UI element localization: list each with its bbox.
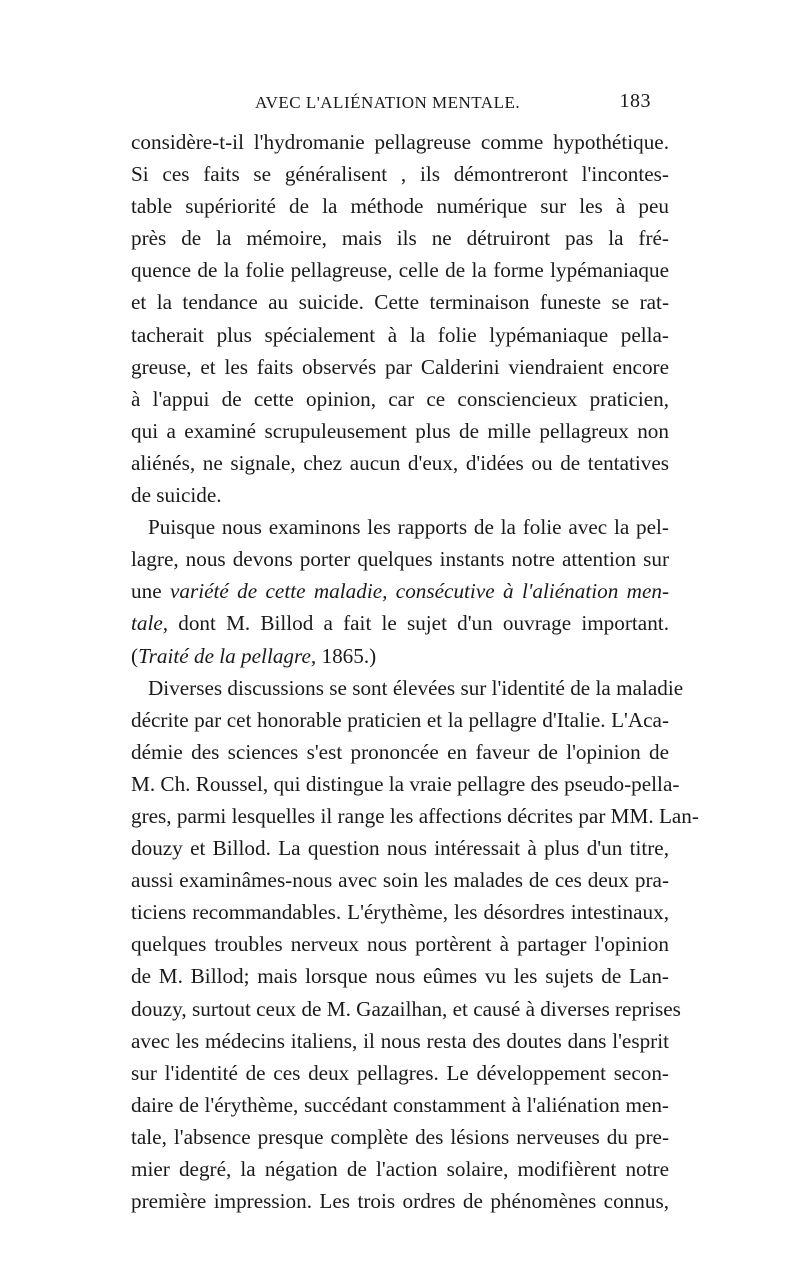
text-line: sur l'identité de ces deux pellagres. Le développement secon- [131, 1060, 669, 1085]
text-line: démie des sciences s'est prononcée en faveur de l'opinion de [131, 739, 669, 764]
text-line: quence de la folie pellagreuse, celle de la forme lypémaniaque [131, 258, 669, 283]
running-head [255, 90, 651, 117]
text-line: considère-t-il l'hydromanie pellagreuse comme hypothétique. [131, 130, 669, 154]
text-line: table supériorité de la méthode numérique sur les à peu [131, 194, 669, 219]
text-line: tale, l'absence presque complète des lésions nerveuses du pre- [131, 1124, 669, 1149]
text-line: douzy, surtout ceux de M. Gazailhan, et causé à diverses reprises [131, 996, 681, 1021]
page-number: 183 [619, 90, 651, 112]
running-title: AVEC L'ALIÉNATION MENTALE. [255, 93, 521, 112]
paragraph-2 [131, 511, 669, 671]
text-line: et la tendance au suicide. Cette terminaison funeste se rat- [131, 290, 669, 315]
page-text [131, 126, 699, 1217]
text-line: près de la mémoire, mais ils ne détruiront pas la fré- [131, 226, 669, 251]
paragraph-1 [131, 126, 669, 511]
text-line: M. Ch. Roussel, qui distingue la vraie pellagre des pseudo-pella- [131, 771, 680, 796]
text-line: Si ces faits se généralisent , ils démontreront l'incontes- [131, 162, 669, 187]
paragraph-3 [131, 672, 699, 1218]
text-line: aussi examinâmes-nous avec soin les malades de ces deux pra- [131, 868, 669, 893]
text-line [131, 640, 669, 672]
text-line: daire de l'érythème, succédant constamment à l'aliénation men- [131, 1092, 669, 1117]
text-line: qui a examiné scrupuleusement plus de mille pellagreux non [131, 418, 669, 443]
text-line: première impression. Les trois ordres de phénomènes connus, [131, 1189, 669, 1214]
text-line: de M. Billod; mais lorsque nous eûmes vu les sujets de Lan- [131, 964, 669, 989]
italic-run: Traité de la pellagre, [138, 643, 317, 668]
text-line: aliénés, ne signale, chez aucun d'eux, d'idées ou de tentatives [131, 450, 669, 475]
text-line: décrite par cet honorable praticien et la pellagre d'Italie. L'Aca- [131, 707, 669, 732]
text-run: ( [131, 643, 139, 668]
text-line [131, 607, 669, 639]
text-line: lagre, nous devons porter quelques instants notre attention sur [131, 547, 669, 572]
text-line: Diverses discussions se sont élevées sur l'identité de la maladie [148, 675, 684, 700]
text-line: tacherait plus spécialement à la folie lypémaniaque pella- [131, 322, 669, 347]
italic-run: tale, [131, 611, 169, 636]
text-line: greuse, et les faits observés par Calderini viendraient encore [131, 354, 669, 379]
text-line: de suicide. [131, 483, 222, 508]
text-line: mier degré, la négation de l'action solaire, modifièrent notre [131, 1157, 669, 1181]
text-run: une [131, 579, 170, 604]
text-line: à l'appui de cette opinion, car ce consciencieux praticien, [131, 386, 669, 411]
text-run: dont M. Billod a fait le sujet d'un ouvrage important. [168, 611, 669, 636]
text-line: Puisque nous examinons les rapports de la folie avec la pel- [148, 515, 669, 540]
text-line [131, 575, 669, 607]
italic-run: variété de cette maladie, consécutive à l'aliénation men- [169, 579, 670, 604]
text-line: gres, parmi lesquelles il range les affections décrites par MM. Lan- [131, 803, 699, 828]
text-line: avec les médecins italiens, il nous resta des doutes dans l'esprit [131, 1028, 669, 1053]
text-line: ticiens recommandables. L'érythème, les désordres intestinaux, [131, 900, 669, 925]
text-line: douzy et Billod. La question nous intéressait à plus d'un titre, [131, 836, 669, 861]
text-run: 1865.) [316, 643, 377, 668]
text-line: quelques troubles nerveux nous portèrent à partager l'opinion [131, 932, 669, 957]
